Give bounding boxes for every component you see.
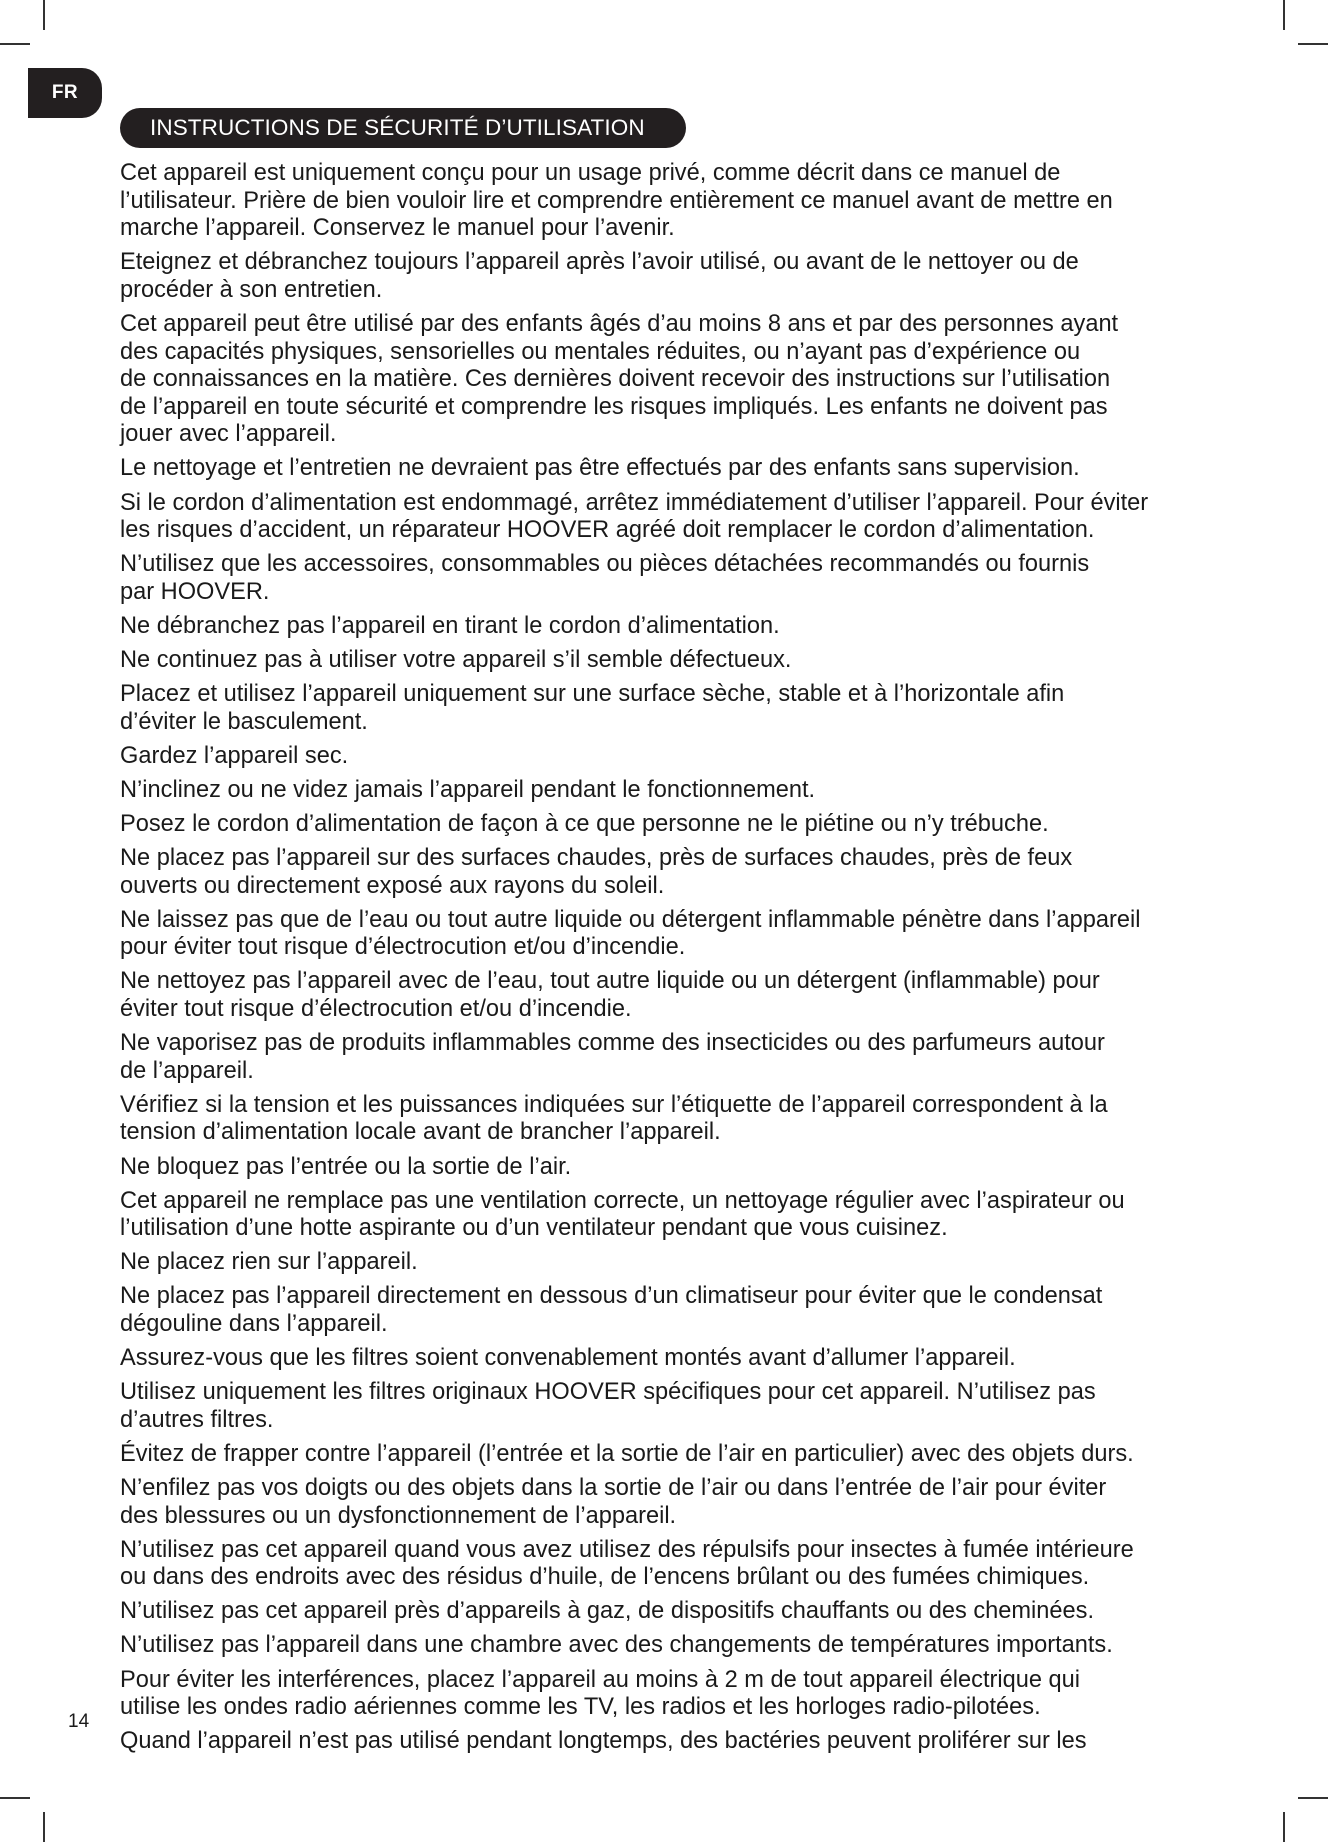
crop-mark-bottom-left-horizontal — [0, 1797, 30, 1799]
crop-mark-top-right-horizontal — [1298, 43, 1328, 45]
section-title: INSTRUCTIONS DE SÉCURITÉ D’UTILISATION — [120, 108, 686, 148]
paragraph: Cet appareil est uniquement conçu pour un usage privé, comme décrit dans ce manuel de l’utilisateur. Prière de bien vouloir lire et comprendre entièrement ce manuel avant de mettre en marche l’appareil. Conservez le manuel pour l’avenir. — [120, 160, 1113, 242]
paragraph: Assurez-vous que les filtres soient convenablement montés avant d’allumer l’appareil. — [120, 1345, 1016, 1372]
paragraph: Posez le cordon d’alimentation de façon à ce que personne ne le piétine ou n’y trébuche. — [120, 810, 1049, 837]
paragraph: Le nettoyage et l’entretien ne devraient pas être effectués par des enfants sans supervision. — [120, 455, 1080, 482]
paragraph: N’utilisez que les accessoires, consommables ou pièces détachées recommandés ou fournis par HOOVER. — [120, 551, 1090, 605]
crop-mark-bottom-right-vertical — [1283, 1812, 1285, 1842]
paragraph: N’utilisez pas l’appareil dans une chambre avec des changements de températures importants. — [120, 1632, 1113, 1659]
paragraph: N’utilisez pas cet appareil quand vous avez utilisez des répulsifs pour insectes à fumée intérieure ou dans des endroits avec des résidus d’huile, de l’encens brûlant ou des fumées chimiques. — [120, 1536, 1134, 1591]
paragraph: Ne débranchez pas l’appareil en tirant le cordon d’alimentation. — [120, 612, 780, 639]
paragraph: N’inclinez ou ne videz jamais l’appareil pendant le fonctionnement. — [120, 776, 816, 803]
paragraph: Ne nettoyez pas l’appareil avec de l’eau, tout autre liquide ou un détergent (inflammable) pour éviter tout risque d’électrocution et/ou d’incendie. — [120, 968, 1100, 1023]
safety-instructions-text — [120, 160, 1208, 1762]
crop-mark-top-left-vertical — [43, 0, 45, 30]
paragraph: Utilisez uniquement les filtres originaux HOOVER spécifiques pour cet appareil. N’utilisez pas d’autres filtres. — [120, 1379, 1096, 1433]
paragraph: Eteignez et débranchez toujours l’appareil après l’avoir utilisé, ou avant de le nettoyer ou de procéder à son entretien. — [120, 249, 1079, 303]
paragraph: Ne placez rien sur l’appareil. — [120, 1249, 418, 1276]
paragraph: Vérifiez si la tension et les puissances indiquées sur l’étiquette de l’appareil correspondent à la tension d’alimentation locale avant de brancher l’appareil. — [120, 1091, 1108, 1146]
paragraph: Ne bloquez pas l’entrée ou la sortie de l’air. — [120, 1153, 572, 1180]
paragraph: Gardez l’appareil sec. — [120, 742, 349, 769]
paragraph: N’utilisez pas cet appareil près d’appareils à gaz, de dispositifs chauffants ou des cheminées. — [120, 1598, 1095, 1625]
paragraph: Évitez de frapper contre l’appareil (l’entrée et la sortie de l’air en particulier) avec des objets durs. — [120, 1440, 1134, 1467]
crop-mark-bottom-left-vertical — [43, 1812, 45, 1842]
crop-mark-bottom-right-horizontal — [1298, 1797, 1328, 1799]
paragraph: N’enfilez pas vos doigts ou des objets dans la sortie de l’air ou dans l’entrée de l’air pour éviter des blessures ou un dysfonctionnement de l’appareil. — [120, 1474, 1107, 1529]
page-number: 14 — [68, 1711, 90, 1732]
paragraph: Pour éviter les interférences, placez l’appareil au moins à 2 m de tout appareil électrique qui utilise les ondes radio aériennes comme les TV, les radios et les horloges radio-pilotées. — [120, 1666, 1081, 1721]
paragraph: Placez et utilisez l’appareil uniquement sur une surface sèche, stable et à l’horizontale afin d’éviter le basculement. — [120, 681, 1065, 735]
paragraph: Quand l’appareil n’est pas utilisé pendant longtemps, des bactéries peuvent proliférer sur les — [120, 1728, 1087, 1755]
paragraph: Cet appareil peut être utilisé par des enfants âgés d’au moins 8 ans et par des personnes ayant des capacités physiques, sensorielles ou mentales réduites, ou n’ayant pas d’expérience ou de connaissances en la matière. Ces dernières doivent recevoir des instructions sur l’utilisation de l’appareil en toute sécurité et comprendre les risques impliqués. Les enfants ne doivent pas jouer avec l’appareil. — [120, 310, 1119, 448]
paragraph: Ne continuez pas à utiliser votre appareil s’il semble défectueux. — [120, 647, 792, 673]
language-tab: FR — [28, 68, 102, 118]
crop-mark-top-right-vertical — [1283, 0, 1285, 30]
paragraph: Si le cordon d’alimentation est endommagé, arrêtez immédiatement d’utiliser l’appareil. Pour éviter les risques d’accident, un réparateur HOOVER agréé doit remplacer le cordon d’alimentation. — [120, 489, 1149, 544]
crop-mark-top-left-horizontal — [0, 43, 30, 45]
paragraph: Cet appareil ne remplace pas une ventilation correcte, un nettoyage régulier avec l’aspirateur ou l’utilisation d’une hotte aspirante ou d’un ventilateur pendant que vous cuisinez. — [120, 1187, 1125, 1242]
paragraph: Ne vaporisez pas de produits inflammables comme des insecticides ou des parfumeurs autour de l’appareil. — [120, 1030, 1105, 1084]
paragraph: Ne placez pas l’appareil sur des surfaces chaudes, près de surfaces chaudes, près de feux ouverts ou directement exposé aux rayons du soleil. — [120, 845, 1073, 899]
paragraph: Ne placez pas l’appareil directement en dessous d’un climatiseur pour éviter que le condensat dégouline dans l’appareil. — [120, 1283, 1103, 1337]
paragraph: Ne laissez pas que de l’eau ou tout autre liquide ou détergent inflammable pénètre dans l’appareil pour éviter tout risque d’électrocution et/ou d’incendie. — [120, 906, 1141, 961]
